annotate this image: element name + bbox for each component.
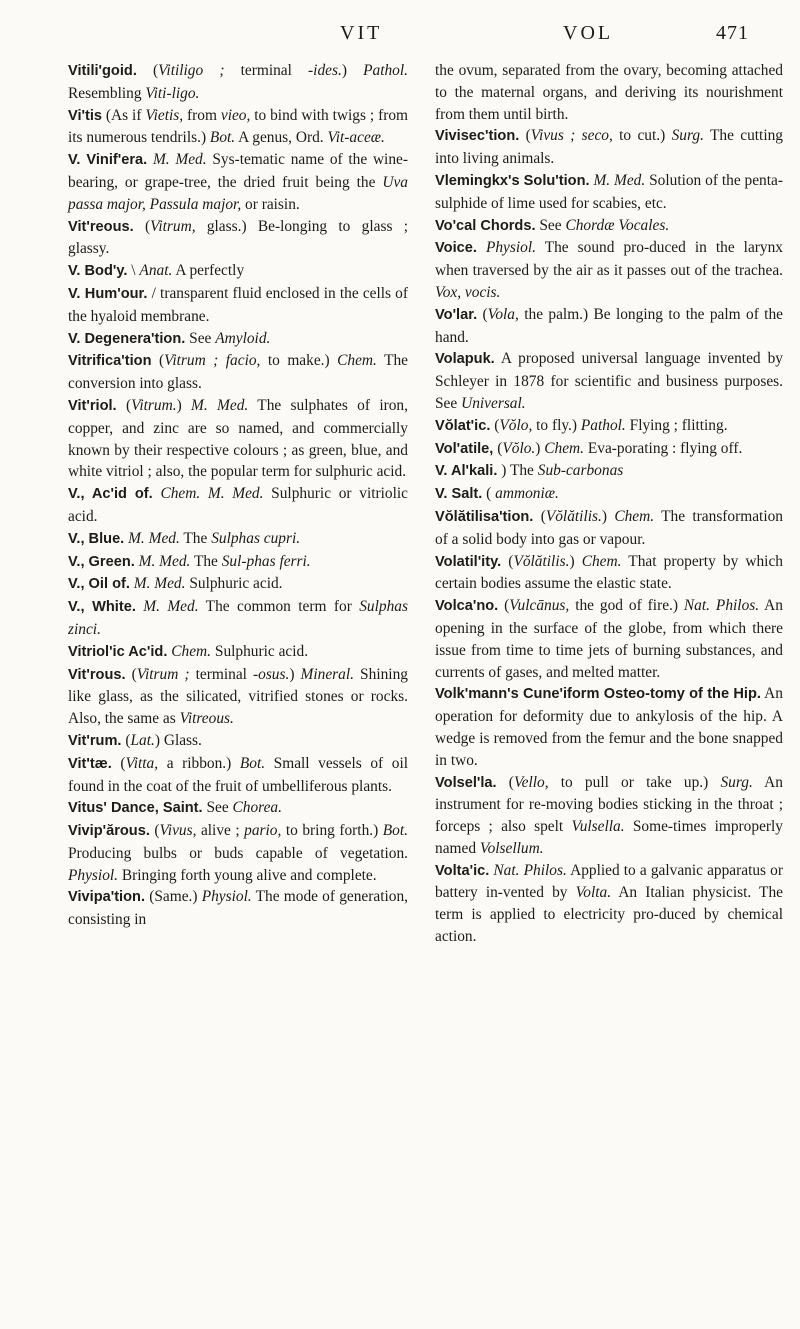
entry-text: to fly.): [532, 416, 581, 434]
entry-headword: Vol'atile,: [435, 440, 494, 457]
entry-text: (: [519, 127, 531, 145]
entry-headword: V. Bod'y.: [68, 263, 128, 280]
entry-italic-text: Sulphas zinci.: [68, 598, 408, 638]
entry-text: ): [341, 62, 364, 79]
entry-headword: Volk'mann's Cune'iform Osteo-tomy of the Hip.: [435, 686, 761, 703]
dictionary-entry: [435, 170, 783, 215]
entry-italic-text: Vietis,: [145, 106, 184, 124]
entry-italic-text: Chem.: [337, 352, 377, 370]
entry-headword: Vitriol'ic Ac'id.: [68, 643, 168, 660]
entry-text: [477, 239, 486, 256]
entry-italic-text: pario,: [244, 822, 282, 840]
entry-text: or raisin.: [241, 195, 300, 213]
entry-text: to make.): [260, 352, 338, 370]
dictionary-entry: [68, 395, 408, 483]
entry-italic-text: Surg.: [671, 127, 704, 145]
dictionary-entry: [435, 215, 783, 238]
entry-headword: V., Green.: [68, 553, 135, 570]
entry-text: (: [136, 62, 159, 79]
entry-text: a ribbon.): [158, 754, 240, 772]
entry-italic-text: Uva passa major, Passula major,: [68, 173, 408, 213]
entry-text: (: [477, 305, 488, 323]
entry-italic-text: Volta.: [575, 884, 612, 902]
entry-headword: V. Degenera'tion.: [68, 330, 186, 347]
entry-text: A genus, Ord.: [235, 129, 328, 147]
entry-headword: Vit'reous.: [68, 218, 134, 235]
entry-headword: Vivisec'tion.: [435, 128, 520, 145]
dictionary-entry: [68, 886, 408, 931]
entry-italic-text: Vitrum ;: [136, 665, 190, 683]
entry-italic-text: Vitiligo ;: [158, 62, 225, 79]
entry-text: (: [501, 552, 514, 570]
dictionary-entry: [68, 105, 408, 150]
entry-italic-text: M. Med.: [133, 575, 186, 593]
entry-text: to cut.): [612, 127, 672, 145]
entry-headword: V. Salt.: [435, 486, 483, 503]
entry-italic-text: Sul-phas ferri.: [221, 552, 311, 570]
entry-headword: V. Hum'our.: [68, 285, 148, 302]
entry-headword: Vi'tis: [68, 107, 103, 124]
entry-italic-text: Bot.: [239, 754, 266, 772]
entry-italic-text: Chem.: [581, 552, 622, 570]
page-number: 471: [716, 22, 749, 44]
dictionary-entry: [435, 551, 783, 596]
entry-italic-text: Vivus ; seco,: [530, 127, 613, 145]
dictionary-entry: [68, 149, 408, 215]
dictionary-entry: [68, 753, 408, 798]
entry-text: ): [535, 439, 545, 457]
dictionary-entry: [68, 573, 408, 596]
entry-italic-text: M. Med.: [152, 151, 207, 169]
entry-text: Sulphuric acid.: [185, 575, 283, 593]
entry-italic-text: Viti-ligo.: [145, 84, 200, 102]
entry-text: The sound pro-duced in the larynx when traversed by the air as it passes out of the trachea.: [435, 239, 783, 280]
entry-headword: Volta'ic.: [435, 862, 490, 879]
entry-text: The conversion into glass.: [68, 352, 408, 393]
entry-italic-text: Chem.: [544, 439, 585, 457]
entry-headword: Vo'cal Chords.: [435, 217, 536, 234]
entry-italic-text: Mineral.: [300, 665, 354, 683]
dictionary-entry: [435, 304, 783, 349]
entry-italic-text: Amyloid.: [215, 329, 271, 347]
dictionary-entry: [68, 350, 408, 395]
entry-text: ): [601, 507, 615, 525]
entry-text: Some-times improperly named: [435, 818, 784, 857]
entry-italic-text: Anat.: [139, 262, 173, 280]
entry-text: (: [482, 485, 496, 503]
entry-headword: Vitili'goid.: [68, 63, 137, 79]
entry-text: ): [176, 396, 192, 414]
entry-italic-text: Sub-carbonas: [537, 462, 624, 480]
entry-headword: Vit'tæ.: [68, 755, 112, 772]
entry-italic-text: Physiol.: [485, 239, 536, 257]
entry-text: Sulphuric or vitriolic acid.: [68, 485, 408, 525]
entry-italic-text: Chem. M. Med.: [160, 485, 264, 503]
entry-italic-text: Vivus,: [159, 822, 197, 840]
entry-text: (: [533, 507, 546, 525]
dictionary-entry: [68, 730, 408, 753]
entry-italic-text: M. Med.: [128, 529, 180, 547]
dictionary-entry: [435, 595, 783, 683]
entry-headword: Vŏlătilisa'tion.: [435, 508, 534, 525]
dictionary-entry: [435, 860, 783, 948]
entry-italic-text: Vello,: [513, 773, 549, 791]
entry-italic-text: Pathol.: [580, 416, 626, 434]
entry-text: (: [125, 665, 137, 683]
entry-italic-text: M. Med.: [191, 396, 249, 414]
running-head-right: VOL: [563, 22, 614, 44]
entry-italic-text: Chem.: [171, 642, 212, 660]
entry-text: Solution of the penta-sulphide of lime used for scabies, etc.: [435, 171, 783, 212]
entry-text: (Same.): [145, 888, 202, 906]
entry-italic-text: Bot.: [382, 822, 408, 840]
entry-italic-text: Vŏlo,: [499, 416, 533, 434]
entry-italic-text: Sulphas cupri.: [211, 529, 301, 547]
left-column: [68, 60, 408, 931]
entry-italic-text: Chordæ Vocales.: [565, 216, 670, 234]
entry-italic-text: Pathol.: [363, 62, 408, 79]
entry-text: (: [149, 822, 160, 840]
entry-text: / transparent fluid enclosed in the cells of the hyaloid membrane.: [68, 284, 408, 325]
entry-text: (: [133, 217, 151, 235]
entry-text: ): [569, 552, 582, 570]
entry-italic-text: Physiol.: [68, 866, 119, 884]
entry-text: (As if: [102, 106, 146, 124]
entry-italic-text: Chem.: [614, 507, 655, 525]
dictionary-entry: [435, 683, 783, 771]
entry-italic-text: M. Med.: [593, 171, 646, 189]
entry-text: An instrument for re-moving bodies sticking in the throat ; forceps ; also spelt: [435, 773, 783, 836]
entry-text: The: [190, 552, 222, 570]
entry-text: (: [490, 416, 500, 434]
entry-text: the ovum, separated from the ovary, becoming attached to the maternal organs, and deriving its nourishment from them until birth.: [435, 62, 783, 123]
entry-text: (: [116, 396, 132, 414]
entry-italic-text: Universal.: [461, 394, 526, 412]
dictionary-entry: [68, 283, 408, 328]
dictionary-entry: [68, 664, 408, 730]
entry-headword: V., Oil of.: [68, 576, 130, 593]
entry-text: Flying ; flitting.: [625, 416, 728, 434]
entry-italic-text: Vulcānus,: [509, 597, 570, 615]
entry-text: A proposed universal language invented by Schleyer in 1878 for scientific and business purposes. See: [435, 350, 783, 412]
entry-text: to pull or take up.): [548, 773, 721, 791]
entry-italic-text: ides.: [313, 62, 342, 79]
entry-text: Shining like glass, as the silicated, vitrified stones or rocks. Also, the same as: [68, 665, 408, 728]
entry-text: Eva-porating : flying off.: [584, 439, 743, 457]
entry-text: \: [127, 262, 140, 280]
entry-italic-text: Volsellum.: [479, 839, 544, 857]
entry-text: Sulphuric acid.: [211, 642, 309, 660]
entry-headword: V. Vinif'era.: [68, 152, 148, 169]
dictionary-entry: [68, 60, 408, 105]
entry-italic-text: Vŏlo.: [502, 439, 536, 457]
entry-headword: Vitus' Dance, Saint.: [68, 800, 203, 817]
running-head: [0, 22, 800, 48]
running-head-left: VIT: [340, 22, 383, 44]
entry-text: from: [183, 106, 221, 124]
dictionary-entry: [68, 328, 408, 351]
entry-italic-text: Vulsella.: [571, 818, 625, 836]
dictionary-entry: [68, 820, 408, 886]
entry-headword: Vit'rum.: [68, 732, 122, 749]
entry-text: to bring forth.): [281, 822, 383, 840]
entry-headword: Volatil'ity.: [435, 553, 502, 570]
dictionary-entry: [435, 438, 783, 461]
entry-headword: Vitrifica'tion: [68, 353, 152, 370]
entry-text: The: [179, 529, 212, 547]
dictionary-entry: [68, 797, 408, 820]
entry-text: The common term for: [198, 598, 360, 616]
entry-text: (: [496, 773, 514, 791]
entry-text: The sulphates of iron, copper, and zinc are so named, and commercially known by their respective colours ; as green, blue, and white vitriol ; also, the popular term for sulphuric acid.: [68, 396, 408, 481]
dictionary-entry: [68, 216, 408, 261]
entry-headword: V., White.: [68, 599, 136, 616]
entry-italic-text: M. Med.: [143, 598, 199, 616]
entry-text: See: [535, 216, 566, 234]
entry-italic-text: Lat.: [130, 731, 155, 749]
entry-text: Producing bulbs or buds capable of vegetation.: [68, 844, 408, 862]
entry-text: The cutting into living animals.: [435, 127, 783, 168]
entry-italic-text: M. Med.: [138, 552, 191, 570]
dictionary-entry: [435, 60, 783, 125]
entry-text: glass.) Be-longing to glass ; glassy.: [68, 217, 408, 258]
dictionary-entry: [435, 460, 783, 483]
entry-text: (: [493, 439, 503, 457]
entry-headword: Vit'riol.: [68, 397, 117, 414]
entry-headword: Vŏlat'ic.: [435, 417, 491, 434]
entry-text: Resembling: [68, 84, 146, 102]
dictionary-entry: [68, 528, 408, 551]
entry-italic-text: ammoniæ.: [495, 485, 559, 503]
entry-text: (: [498, 597, 510, 615]
entry-italic-text: Vitrum,: [150, 217, 196, 235]
entry-text: ): [289, 665, 301, 683]
entry-text: (: [111, 754, 126, 772]
entry-italic-text: vieo,: [220, 106, 251, 124]
dictionary-entry: [435, 237, 783, 303]
entry-headword: Volapuk.: [435, 351, 495, 368]
entry-italic-text: Bot.: [209, 129, 236, 147]
dictionary-entry: [435, 125, 783, 170]
entry-italic-text: Vitta,: [125, 754, 159, 772]
entry-text: to bind with twigs ; from its numerous tendrils.): [68, 106, 408, 147]
entry-text: The transformation of a solid body into gas or vapour.: [435, 507, 783, 548]
entry-headword: Vit'rous.: [68, 666, 126, 683]
entry-italic-text: Physiol.: [201, 888, 252, 906]
entry-text: ) The: [497, 462, 538, 480]
entry-headword: Vo'lar.: [435, 306, 478, 323]
entry-text: That property by which certain bodies assume the elastic state.: [435, 552, 783, 593]
right-column: [435, 60, 783, 948]
entry-text: See: [185, 329, 216, 347]
dictionary-entry: [435, 415, 783, 438]
entry-text: Sys-tematic name of the wine-bearing, or grape-tree, the dried fruit being the: [68, 151, 408, 191]
entry-text: An opening in the surface of the globe, from which there issue from time to time jets of burning substances, and currents of gases, and melted matter.: [435, 597, 783, 681]
dictionary-entry: [68, 596, 408, 641]
entry-text: terminal -: [224, 62, 314, 79]
entry-italic-text: Vitrum ; facio,: [164, 352, 261, 370]
entry-text: (: [151, 352, 165, 370]
dictionary-entry: [68, 260, 408, 283]
dictionary-entry: [435, 506, 783, 551]
entry-text: Small vessels of oil found in the coat of the fruit of umbelliferous plants.: [68, 754, 408, 795]
entry-italic-text: osus.: [258, 665, 290, 683]
entry-italic-text: Vŏlătilis.: [513, 552, 570, 570]
entry-italic-text: Vit-aceæ.: [327, 129, 385, 147]
entry-text: A perfectly: [172, 262, 245, 280]
entry-text: (: [121, 731, 131, 749]
entry-text: alive ;: [196, 822, 245, 840]
entry-italic-text: Vola,: [487, 305, 519, 323]
entry-italic-text: Vitreous.: [179, 710, 234, 728]
entry-text: The mode of generation, consisting in: [68, 888, 408, 929]
dictionary-entry: [68, 483, 408, 528]
entry-text: An Italian physicist. The term is applied to electricity pro-duced by chemical action.: [435, 884, 783, 946]
entry-headword: Vivipa'tion.: [68, 889, 145, 906]
entry-text: the palm.) Be longing to the palm of the hand.: [435, 305, 783, 346]
entry-italic-text: Chorea.: [232, 799, 282, 817]
entry-text: See: [202, 799, 233, 817]
dictionary-entry: [435, 483, 783, 506]
entry-headword: Vlemingkx's Solu'tion.: [435, 172, 590, 189]
entry-headword: Volsel'la.: [435, 774, 497, 791]
entry-headword: Volca'no.: [435, 598, 499, 615]
entry-text: terminal -: [189, 665, 259, 683]
entry-italic-text: Vitrum.: [131, 396, 177, 414]
dictionary-entry: [68, 641, 408, 664]
entry-italic-text: Nat. Philos.: [683, 597, 760, 615]
entry-text: An operation for deformity due to ankylosis of the hip. A wedge is removed from the femur and the bone snapped in two.: [435, 685, 783, 769]
entry-italic-text: Vŏlătilis.: [545, 507, 602, 525]
entry-headword: Voice.: [435, 240, 477, 257]
entry-headword: V., Ac'id of.: [68, 486, 153, 503]
dictionary-entry: [435, 772, 783, 860]
entry-text: ) Glass.: [154, 731, 202, 749]
entry-text: Applied to a galvanic apparatus or battery in-vented by: [435, 861, 783, 902]
entry-italic-text: Vox, vocis.: [435, 283, 501, 301]
entry-headword: Vivip'ărous.: [68, 823, 150, 840]
entry-italic-text: Surg.: [720, 773, 753, 791]
entry-text: the god of fire.): [569, 597, 684, 615]
entry-italic-text: Nat. Philos.: [493, 861, 567, 879]
dictionary-entry: [435, 348, 783, 414]
dictionary-entry: [68, 551, 408, 574]
entry-text: Bringing forth young alive and complete.: [118, 866, 377, 884]
entry-headword: V. Al'kali.: [435, 463, 498, 480]
entry-headword: V., Blue.: [68, 530, 125, 547]
